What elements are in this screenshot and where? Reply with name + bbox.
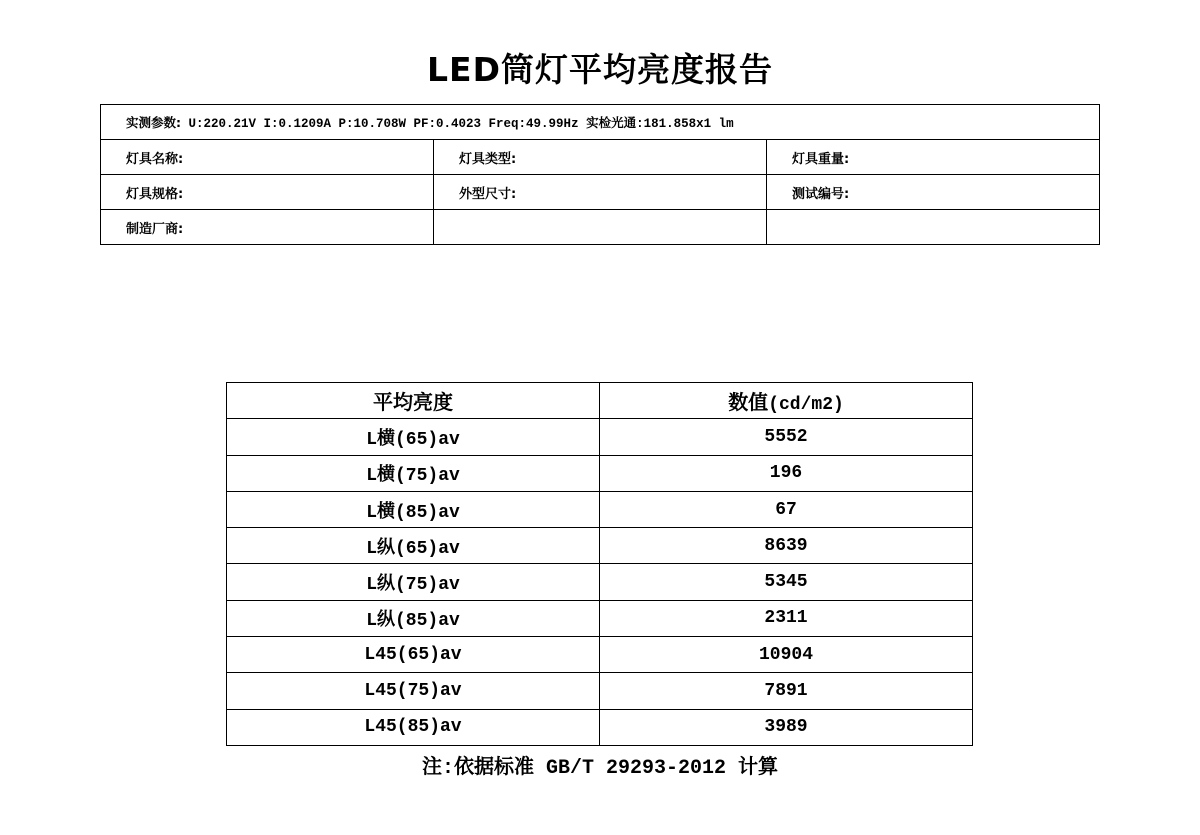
table-row	[227, 564, 973, 600]
info-table	[100, 104, 1100, 245]
info-row	[101, 210, 1100, 245]
row-value: 5345	[600, 564, 973, 600]
row-value: 67	[600, 491, 973, 527]
row-value: 8639	[600, 528, 973, 564]
row-value: 196	[600, 455, 973, 491]
average-luminance-header: 平均亮度	[227, 383, 600, 419]
params-values: U:220.21V I:0.1209A P:10.708W PF:0.4023 Freq:49.99Hz	[181, 117, 587, 131]
row-label: L横(75)av	[227, 455, 600, 491]
table-row	[227, 528, 973, 564]
row-label: L纵(85)av	[227, 600, 600, 636]
report-title: LED筒灯平均亮度报告	[427, 50, 773, 89]
table-row	[227, 673, 973, 709]
params-row	[101, 105, 1100, 140]
table-row	[227, 455, 973, 491]
lamp-name-label: 灯具名称:	[101, 140, 434, 175]
table-row	[227, 637, 973, 673]
info-row	[101, 140, 1100, 175]
lamp-spec-label: 灯具规格:	[101, 175, 434, 210]
row-label: L横(65)av	[227, 419, 600, 455]
lamp-weight-label: 灯具重量:	[767, 140, 1100, 175]
dimensions-label: 外型尺寸:	[434, 175, 767, 210]
row-value: 5552	[600, 419, 973, 455]
row-label: L纵(75)av	[227, 564, 600, 600]
row-label: L45(85)av	[227, 709, 600, 745]
row-label: L纵(65)av	[227, 528, 600, 564]
params-lead: 实测参数:	[126, 115, 181, 130]
empty-cell	[434, 210, 767, 245]
measured-params-cell	[101, 105, 1100, 140]
table-row	[227, 491, 973, 527]
row-label: L横(85)av	[227, 491, 600, 527]
row-value: 10904	[600, 637, 973, 673]
table-row	[227, 419, 973, 455]
row-value: 2311	[600, 600, 973, 636]
value-header-label: 数值	[728, 390, 769, 415]
row-value: 7891	[600, 673, 973, 709]
row-label: L45(65)av	[227, 637, 600, 673]
empty-cell	[767, 210, 1100, 245]
lamp-type-label: 灯具类型:	[434, 140, 767, 175]
manufacturer-label: 制造厂商:	[101, 210, 434, 245]
flux-label: 实检光通	[586, 115, 637, 130]
value-header-unit: (cd/m2)	[768, 395, 844, 416]
row-label: L45(75)av	[227, 673, 600, 709]
luminance-header-row	[227, 383, 973, 419]
test-number-label: 测试编号:	[767, 175, 1100, 210]
flux-value: :181.858x1 lm	[636, 117, 734, 131]
info-row	[101, 175, 1100, 210]
table-row	[227, 709, 973, 745]
luminance-table	[226, 382, 973, 746]
row-value: 3989	[600, 709, 973, 745]
standard-note: 注:依据标准 GB/T 29293-2012 计算	[421, 757, 779, 780]
value-header	[600, 383, 973, 419]
table-row	[227, 600, 973, 636]
